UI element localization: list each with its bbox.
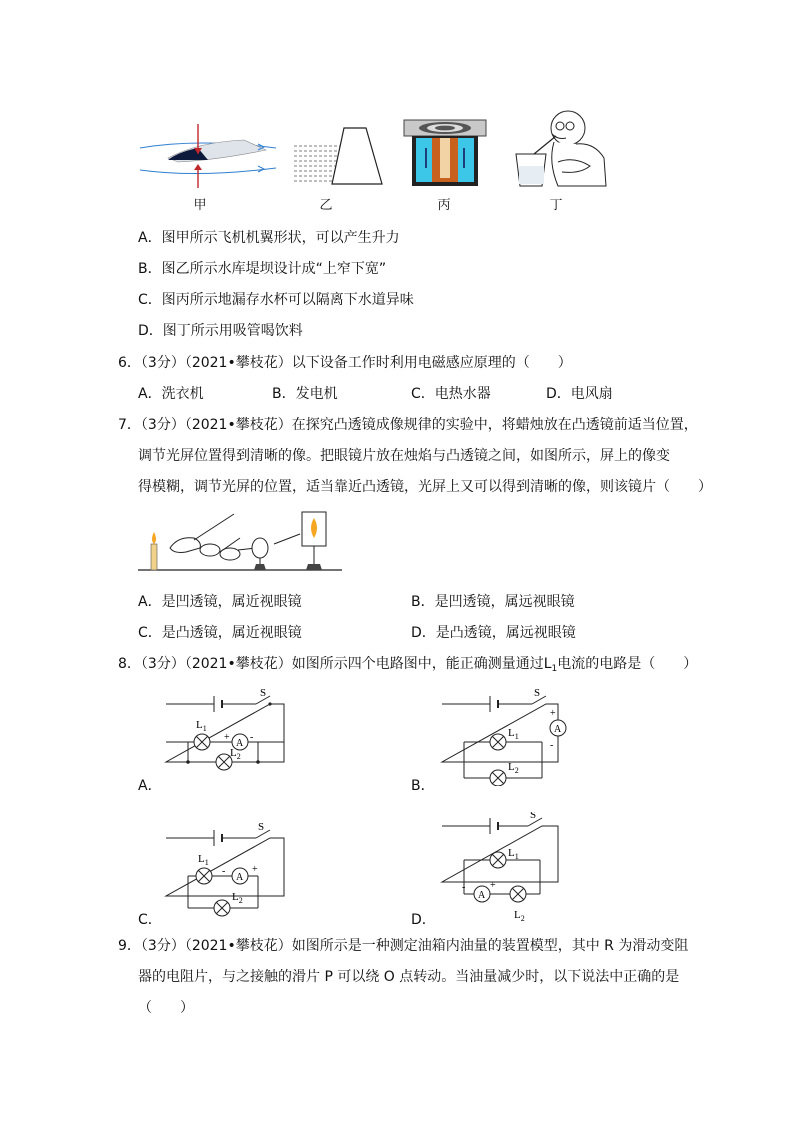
q7-stem-line-3: 得模糊，调节光屏的位置，适当靠近凸透镜，光屏上又可以得到清晰的像，则该镜片（ ） — [138, 479, 712, 495]
q6-option-b: B．发电机 — [272, 386, 338, 402]
q9-stem-line-2: 器的电阻片，与之接触的滑片 P 可以绕 O 点转动。当油量减少时，以下说法中正确的是 — [138, 969, 680, 985]
svg-text:L1: $L_1$ — [508, 727, 519, 741]
svg-text:L2: $L_2$ — [230, 747, 241, 761]
circuit-d — [436, 812, 576, 922]
q7-option-a: A．是凹透镜，属近视眼镜 — [138, 594, 302, 610]
svg-text:+: + — [490, 880, 496, 891]
svg-text:-: - — [222, 866, 226, 877]
svg-text:L1: $L_1$ — [198, 853, 209, 867]
svg-text:A: A — [478, 890, 486, 901]
caption-jia: 甲 — [193, 198, 207, 213]
svg-text:A: A — [236, 738, 244, 749]
q7-option-b: B．是凹透镜，属远视眼镜 — [411, 594, 575, 610]
svg-text:-: - — [462, 882, 466, 893]
circuit-c — [160, 820, 290, 920]
svg-text:-: - — [550, 740, 554, 751]
q9-stem-line-3: （ ） — [138, 1000, 194, 1016]
svg-text:L1: $L_1$ — [196, 719, 207, 733]
q9-stem-line-1: 9．（3分）（2021•攀枝花）如图所示是一种测定油箱内油量的装置模型，其中 R 为滑动变阻 — [118, 938, 689, 954]
q5-option-c: C．图丙所示地漏存水杯可以隔离下水道异味 — [138, 292, 414, 308]
q6-stem: 6．（3分）（2021•攀枝花）以下设备工作时利用电磁感应原理的（ ） — [118, 355, 572, 371]
q7-option-d: D．是凸透镜，属远视眼镜 — [411, 625, 576, 641]
svg-text:L2: $L_2$ — [508, 761, 519, 775]
figure-drinking-straw — [514, 102, 610, 190]
svg-text:+: + — [252, 864, 258, 875]
svg-text:S: S — [258, 821, 265, 833]
caption-yi: 乙 — [319, 198, 333, 213]
q6-option-a: A．洗衣机 — [138, 386, 204, 402]
svg-text:+: + — [224, 732, 230, 743]
q6-option-d: D．电风扇 — [546, 386, 613, 402]
svg-text:S: S — [530, 812, 537, 821]
circuit-a — [160, 686, 290, 786]
figure-floor-drain — [402, 118, 488, 188]
q8-option-c: C． — [138, 912, 162, 928]
q7-stem-line-1: 7．（3分）（2021•攀枝花）在探究凸透镜成像规律的实验中，将蜡烛放在凸透镜前适当位置， — [118, 417, 698, 433]
svg-text:A: A — [554, 724, 562, 735]
figure-lens-experiment — [138, 508, 344, 574]
caption-ding: 丁 — [549, 198, 563, 213]
q5-option-b: B．图乙所示水库堤坝设计成“上窄下宽” — [138, 261, 387, 277]
q8-stem: 8．（3分）（2021•攀枝花）如图所示四个电路图中，能正确测量通过$L_1$电流的电路是（ ） — [118, 656, 698, 674]
figure-dam — [292, 124, 384, 186]
circuit-b — [436, 686, 576, 786]
q7-option-c: C．是凸透镜，属近视眼镜 — [138, 625, 302, 641]
q5-option-a: A．图甲所示飞机机翼形状，可以产生升力 — [138, 230, 400, 246]
svg-text:-: - — [250, 732, 254, 743]
svg-text:+: + — [550, 708, 556, 719]
q8-option-d: D． — [411, 912, 436, 928]
q6-option-c: C．电热水器 — [411, 386, 491, 402]
svg-text:A: A — [236, 872, 244, 883]
svg-text:S: S — [534, 687, 541, 699]
svg-text:L1: $L_1$ — [508, 847, 519, 861]
svg-text:S: S — [260, 687, 267, 699]
q7-stem-line-2: 调节光屏位置得到清晰的像。把眼镜片放在烛焰与凸透镜之间，如图所示，屏上的像变 — [138, 448, 670, 464]
q5-option-d: D．图丁所示用吸管喝饮料 — [138, 323, 303, 339]
svg-text:L2: $L_2$ — [232, 891, 243, 905]
figure-airplane-wing — [138, 124, 278, 190]
q8-option-b: B． — [411, 778, 435, 794]
caption-bing: 丙 — [437, 198, 451, 213]
svg-text:L2: $L_2$ — [514, 909, 525, 922]
q8-option-a: A． — [138, 778, 162, 794]
